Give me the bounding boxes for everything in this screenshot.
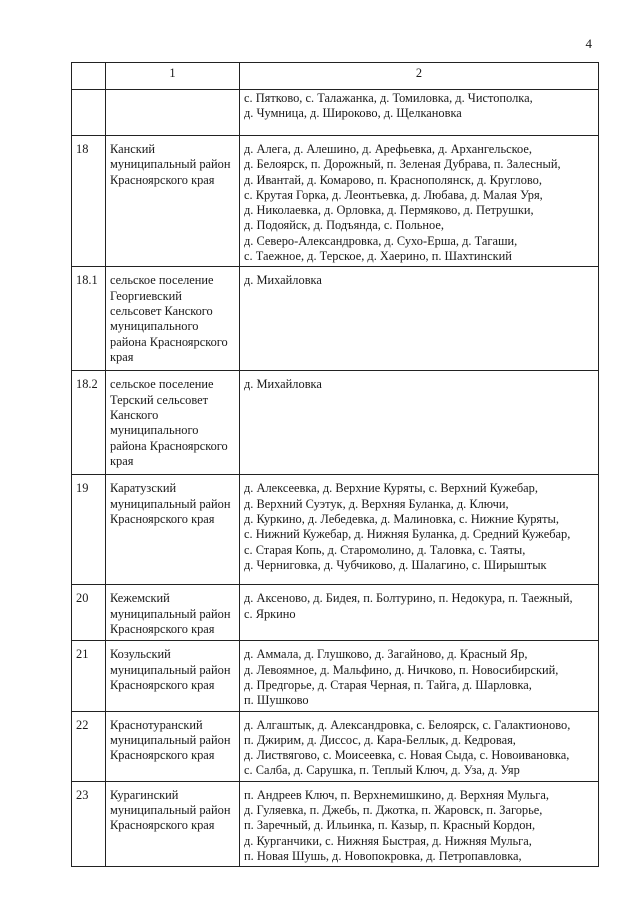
district-name-line: Терский сельсовет — [110, 392, 209, 407]
district-name — [106, 136, 240, 267]
district-name-line: Козульский — [110, 647, 171, 662]
district-name-line: муниципальный район — [110, 496, 231, 511]
table-row — [72, 475, 599, 585]
settlements-line: д. Куркино, д. Лебедевка, д. Малиновка, с. Нижние Куряты, — [244, 511, 559, 526]
district-name-line: сельсовет Канского — [110, 303, 213, 318]
settlements-list — [240, 371, 599, 475]
settlements-line: д. Аксеново, д. Бидея, п. Болтурино, п. Недокура, п. Таежный, — [244, 591, 573, 606]
district-name — [106, 585, 240, 641]
district-name — [106, 90, 240, 136]
row-number: 19 — [72, 475, 106, 585]
district-name-line: муниципальный район — [110, 662, 231, 677]
settlements-line: с. Старая Копь, д. Старомолино, д. Таловка, с. Таяты, — [244, 542, 526, 557]
row-number — [72, 90, 106, 136]
settlements-list — [240, 475, 599, 585]
settlements-list — [240, 136, 599, 267]
settlements-line: д. Подояйск, д. Подъянда, с. Польное, — [244, 218, 445, 233]
district-name-line: края — [110, 453, 134, 468]
settlements-line: с. Пятково, с. Талажанка, д. Томиловка, д. Чистополка, — [244, 91, 533, 105]
district-name — [106, 475, 240, 585]
settlements-line: д. Левоямное, д. Мальфино, д. Ничково, п. Новосибирский, — [244, 662, 559, 677]
table-row — [72, 136, 599, 267]
district-name-line: Краснотуранский — [110, 717, 203, 732]
district-name-line: муниципальный район — [110, 606, 231, 621]
district-name — [106, 371, 240, 475]
settlements-line: д. Листвягово, с. Моисеевка, с. Новая Сыда, с. Новоивановка, — [244, 748, 570, 763]
header-col-2: 2 — [240, 63, 599, 90]
district-name-line: края — [110, 349, 134, 364]
settlements-line: д. Михайловка — [244, 273, 322, 288]
settlements-line: п. Новая Шушь, д. Новопокровка, д. Петропавловка, — [244, 848, 522, 863]
settlements-line: д. Алексеевка, д. Верхние Куряты, с. Верхний Кужебар, — [244, 481, 538, 496]
table-body — [72, 90, 599, 867]
row-number: 18.1 — [72, 267, 106, 371]
table-row — [72, 641, 599, 711]
settlements-list — [240, 641, 599, 711]
settlements-line: с. Таежное, д. Терское, д. Хаерино, п. Шахтинский — [244, 249, 512, 264]
settlements-line: д. Курганчики, с. Нижняя Быстрая, д. Нижняя Мульга, — [244, 833, 532, 848]
district-name-line: района Красноярского — [110, 334, 228, 349]
district-name-line: района Красноярского — [110, 438, 228, 453]
district-name-line: сельское поселение — [110, 273, 214, 288]
settlements-table — [71, 62, 599, 867]
settlements-list — [240, 90, 599, 136]
settlements-line: п. Шушково — [244, 693, 309, 708]
district-name-line: муниципальный район — [110, 803, 231, 818]
district-name-line: Канского — [110, 407, 159, 422]
settlements-line: д. Гуляевка, п. Джебь, п. Джотка, п. Жаровск, п. Загорье, — [244, 803, 543, 818]
district-name-line: муниципального — [110, 319, 199, 334]
table-row — [72, 585, 599, 641]
settlements-line: д. Черниговка, д. Чубчиково, д. Шалагино, с. Ширыштык — [244, 557, 547, 572]
header-col-1: 1 — [106, 63, 240, 90]
district-name-line: Канский — [110, 142, 156, 156]
district-name — [106, 711, 240, 781]
district-name-line: Красноярского края — [110, 677, 215, 692]
settlements-line: п. Заречный, д. Ильинка, п. Казыр, п. Красный Кордон, — [244, 818, 536, 833]
district-name-line: Красноярского края — [110, 818, 215, 833]
district-name-line: Курагинский — [110, 787, 179, 802]
row-number: 18.2 — [72, 371, 106, 475]
page-number: 4 — [585, 36, 592, 51]
district-name-line: Красноярского края — [110, 621, 215, 636]
settlements-line: д. Северо-Александровка, д. Сухо-Ерша, д. Тагаши, — [244, 233, 518, 248]
settlements-line: д. Алгаштык, д. Александровка, с. Белоярск, с. Галактионово, — [244, 717, 571, 732]
district-name-line: Каратузский — [110, 481, 177, 496]
settlements-line: п. Андреев Ключ, п. Верхнемишкино, д. Верхняя Мульга, — [244, 787, 549, 802]
settlements-line: д. Предгорье, д. Старая Черная, п. Тайга, д. Шарловка, — [244, 677, 532, 692]
settlements-list — [240, 781, 599, 866]
header-col-number — [72, 63, 106, 90]
district-name — [106, 267, 240, 371]
district-name-line: Кежемский — [110, 591, 170, 606]
settlements-line: с. Яркино — [244, 606, 296, 621]
table-header-row — [72, 63, 599, 90]
table-row — [72, 711, 599, 781]
district-name-line: Георгиевский — [110, 288, 182, 303]
settlements-line: д. Верхний Суэтук, д. Верхняя Буланка, д. Ключи, — [244, 496, 509, 511]
settlements-line: д. Аммала, д. Глушково, д. Загайново, д. Красный Яр, — [244, 647, 528, 662]
settlements-list — [240, 585, 599, 641]
district-name-line: муниципальный район — [110, 732, 231, 747]
row-number: 21 — [72, 641, 106, 711]
district-name-line: Красноярского края — [110, 511, 215, 526]
settlements-line: д. Михайловка — [244, 377, 322, 392]
settlements-line: с. Салба, д. Сарушка, п. Теплый Ключ, д. Уза, д. Уяр — [244, 763, 520, 778]
row-number: 22 — [72, 711, 106, 781]
district-name — [106, 641, 240, 711]
table-row — [72, 781, 599, 866]
table-row — [72, 371, 599, 475]
settlements-line: д. Ивантай, д. Комарово, п. Краснополянск, д. Круглово, — [244, 172, 542, 187]
settlements-line: п. Джирим, д. Диссос, д. Кара-Беллык, д. Кедровая, — [244, 732, 516, 747]
settlements-line: д. Алега, д. Алешино, д. Арефьевка, д. Архангельское, — [244, 142, 532, 156]
table-row — [72, 90, 599, 136]
row-number: 23 — [72, 781, 106, 866]
settlements-line: д. Белоярск, п. Дорожный, п. Зеленая Дубрава, п. Залесный, — [244, 157, 561, 172]
district-name-line: сельское поселение — [110, 377, 214, 392]
row-number: 18 — [72, 136, 106, 267]
settlements-line: с. Нижний Кужебар, д. Нижняя Буланка, д. Средний Кужебар, — [244, 527, 571, 542]
district-name-line: Красноярского края — [110, 172, 215, 187]
settlements-line: д. Николаевка, д. Орловка, д. Пермяково, д. Петрушки, — [244, 203, 534, 218]
row-number: 20 — [72, 585, 106, 641]
district-name — [106, 781, 240, 866]
settlements-line: д. Чумница, д. Широково, д. Щелкановка — [244, 106, 462, 121]
table-row — [72, 267, 599, 371]
settlements-line: с. Крутая Горка, д. Леонтьевка, д. Любава, д. Малая Уря, — [244, 187, 543, 202]
settlements-list — [240, 267, 599, 371]
district-name-line: муниципальный район — [110, 157, 231, 172]
district-name-line: муниципального — [110, 423, 199, 438]
district-name-line: Красноярского края — [110, 748, 215, 763]
settlements-list — [240, 711, 599, 781]
